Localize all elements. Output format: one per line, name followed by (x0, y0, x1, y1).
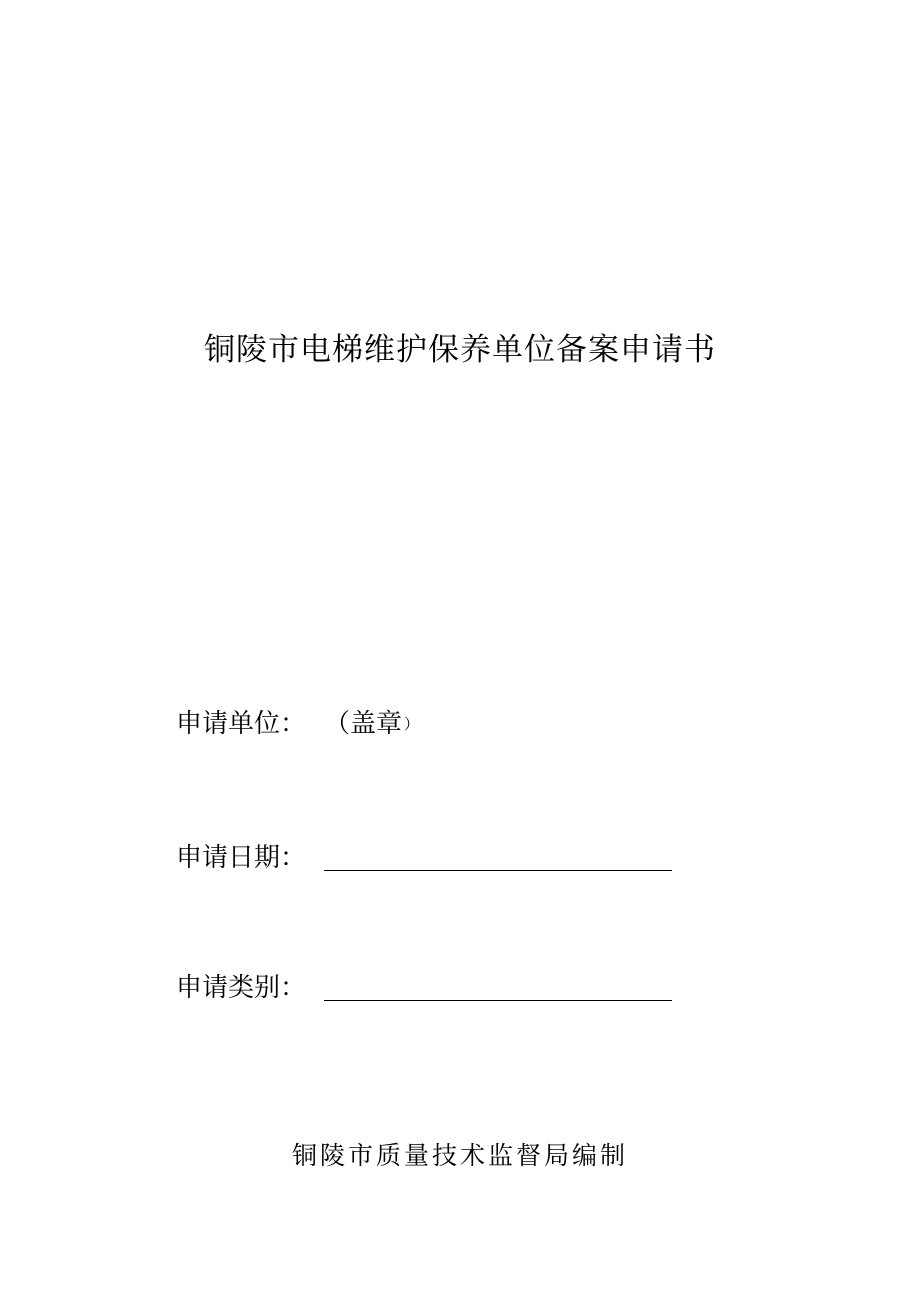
seal-paren-close: ） (404, 715, 420, 734)
date-field (176, 838, 306, 878)
date-blank-line[interactable] (324, 870, 672, 871)
date-label: 申请日期： (176, 843, 307, 873)
seal-text: 盖章 (350, 708, 403, 739)
applicant-field (176, 704, 419, 744)
category-blank-line[interactable] (324, 1000, 672, 1001)
issuer-footer: 铜陵市质量技术监督局编制 (291, 1141, 628, 1170)
seal-paren-open: （ (324, 708, 351, 739)
category-field (176, 968, 306, 1008)
applicant-label: 申请单位： (176, 709, 307, 739)
seal-placeholder (324, 704, 419, 745)
category-label: 申请类别： (176, 973, 307, 1003)
document-title: 铜陵市电梯维护保养单位备案申请书 (204, 332, 716, 368)
